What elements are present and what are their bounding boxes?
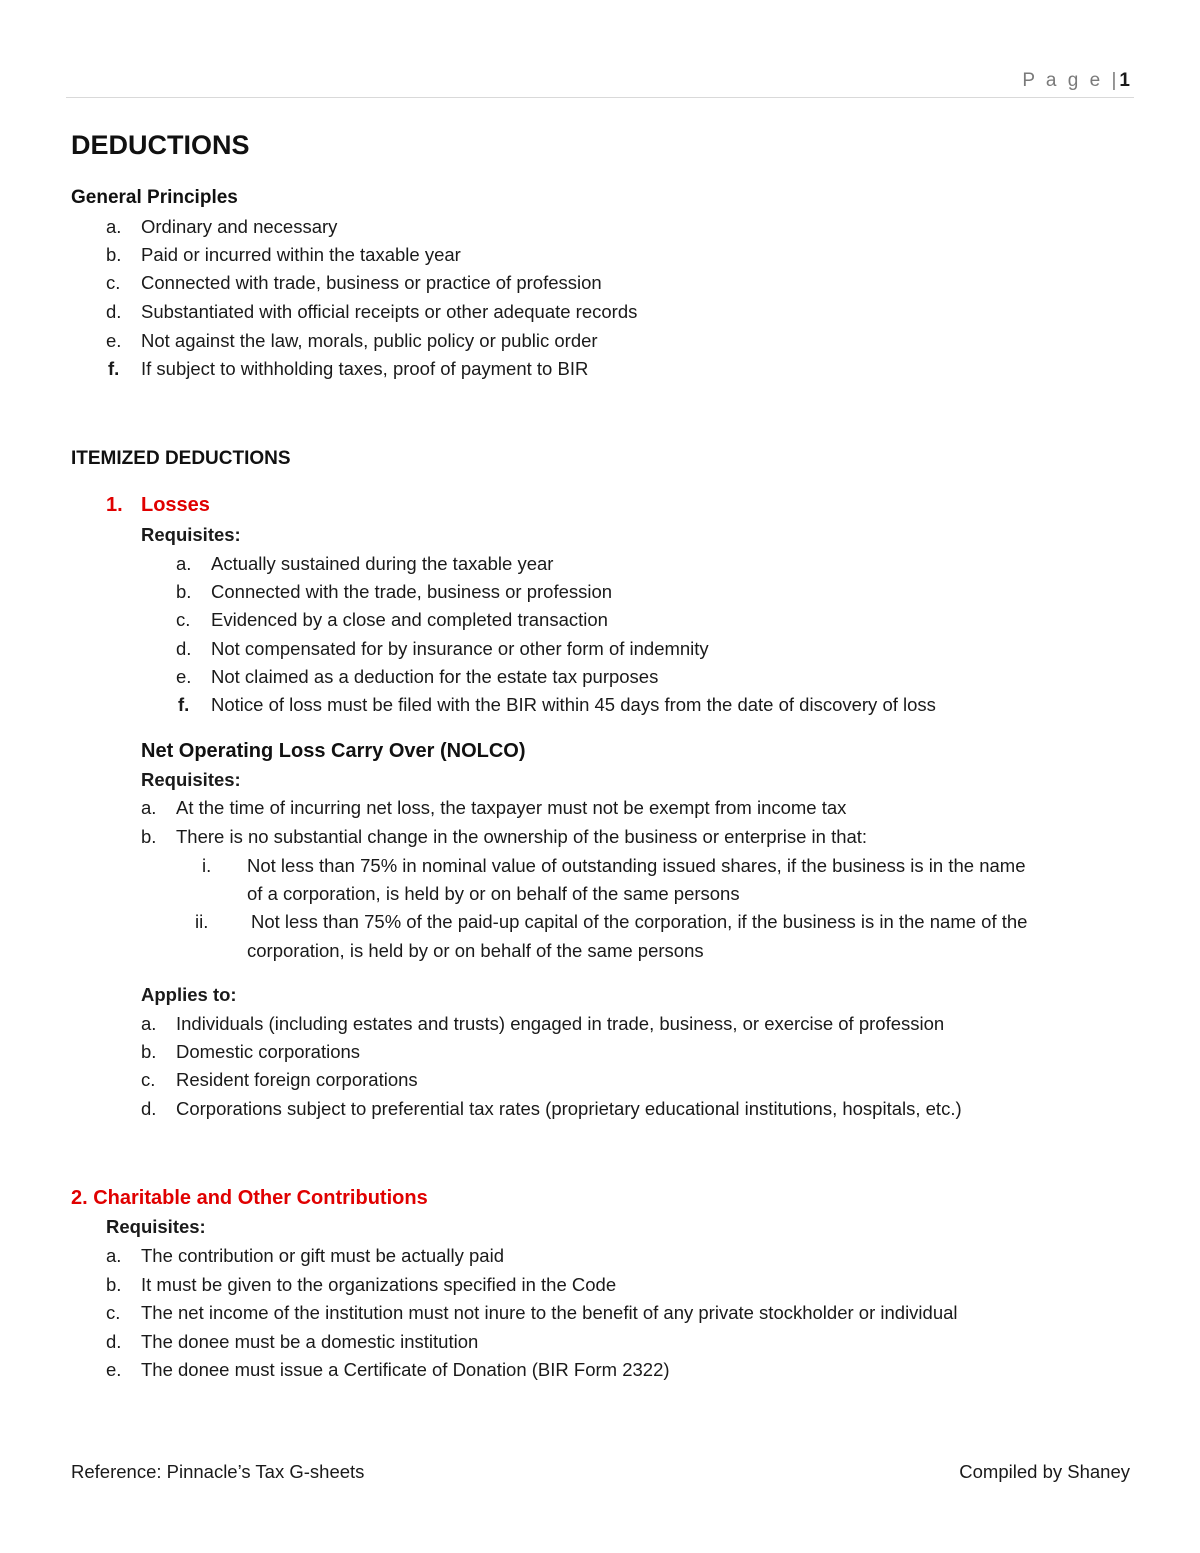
list-item: The donee must issue a Certificate of Donation (BIR Form 2322): [141, 1359, 670, 1380]
list-item: At the time of incurring net loss, the taxpayer must not be exempt from income tax: [176, 797, 847, 818]
list-item-marker: c.: [141, 1069, 156, 1090]
list-item-marker: c.: [106, 1302, 121, 1323]
nolco-heading: Net Operating Loss Carry Over (NOLCO): [141, 740, 526, 762]
list-item: Not claimed as a deduction for the estate tax purposes: [211, 666, 659, 687]
list-item-marker: d.: [106, 1331, 122, 1352]
sub-list-item-marker: i.: [202, 855, 212, 876]
list-item: The contribution or gift must be actually paid: [141, 1245, 504, 1266]
list-item-marker: b.: [141, 826, 157, 847]
list-item-marker: e.: [106, 1359, 122, 1380]
list-item: Domestic corporations: [176, 1041, 361, 1062]
list-item: Paid or incurred within the taxable year: [141, 244, 461, 265]
list-item-marker: a.: [141, 1013, 157, 1034]
page-number-header: [1022, 70, 1130, 92]
list-item-marker: b.: [106, 1274, 122, 1295]
losses-requisites-label: Requisites:: [141, 524, 241, 545]
list-item-marker: a.: [106, 1245, 122, 1266]
list-item-marker: b.: [106, 244, 122, 265]
footer-compiled-by: Compiled by Shaney: [959, 1461, 1130, 1482]
list-item: Ordinary and necessary: [141, 216, 338, 237]
list-item: Not compensated for by insurance or other form of indemnity: [211, 638, 709, 659]
charitable-requisites-label: Requisites:: [106, 1216, 206, 1237]
sub-list-item-continued: corporation, is held by or on behalf of the same persons: [247, 940, 704, 961]
footer-reference: Reference: Pinnacle’s Tax G-sheets: [71, 1461, 365, 1482]
page-label: P a g e |: [1022, 70, 1120, 91]
charitable-heading: 2. Charitable and Other Contributions: [71, 1187, 428, 1209]
list-item-marker: f.: [108, 358, 120, 379]
sub-list-item: Not less than 75% in nominal value of outstanding issued shares, if the business is in the name: [247, 855, 1026, 876]
list-item-marker: d.: [176, 638, 192, 659]
list-item-marker: c.: [106, 272, 121, 293]
list-item-marker: d.: [141, 1098, 157, 1119]
list-item-marker: c.: [176, 609, 191, 630]
losses-number: 1.: [106, 494, 123, 516]
list-item: If subject to withholding taxes, proof of payment to BIR: [141, 358, 589, 379]
list-item: Connected with the trade, business or profession: [211, 581, 613, 602]
list-item: Notice of loss must be filed with the BIR within 45 days from the date of discovery of loss: [211, 694, 936, 715]
list-item: Not against the law, morals, public policy or public order: [141, 330, 598, 351]
list-item-marker: a.: [106, 216, 122, 237]
list-item: Connected with trade, business or practice of profession: [141, 272, 602, 293]
list-item-marker: d.: [106, 301, 122, 322]
page-title: DEDUCTIONS: [71, 130, 250, 160]
general-principles-heading: General Principles: [71, 187, 238, 208]
list-item: Actually sustained during the taxable year: [211, 553, 554, 574]
list-item-marker: a.: [141, 797, 157, 818]
list-item-marker: f.: [178, 694, 190, 715]
losses-heading: Losses: [141, 494, 210, 516]
list-item: The net income of the institution must not inure to the benefit of any private stockholder or individual: [141, 1302, 958, 1323]
itemized-deductions-heading: ITEMIZED DEDUCTIONS: [71, 448, 291, 469]
header-divider: [66, 97, 1134, 98]
nolco-requisites-label: Requisites:: [141, 769, 241, 790]
list-item: Substantiated with official receipts or other adequate records: [141, 301, 638, 322]
list-item: There is no substantial change in the ownership of the business or enterprise in that:: [176, 826, 868, 847]
list-item: Individuals (including estates and trusts) engaged in trade, business, or exercise of profession: [176, 1013, 945, 1034]
sub-list-item-continued: of a corporation, is held by or on behalf of the same persons: [247, 883, 740, 904]
list-item-marker: b.: [176, 581, 192, 602]
list-item-marker: a.: [176, 553, 192, 574]
sub-list-item-marker: ii.: [195, 911, 209, 932]
list-item: Corporations subject to preferential tax rates (proprietary educational institutions, hospitals, etc.): [176, 1098, 962, 1119]
applies-to-label: Applies to:: [141, 984, 237, 1005]
sub-list-item: Not less than 75% of the paid-up capital of the corporation, if the business is in the name of the: [251, 911, 1028, 932]
page-number: 1: [1119, 70, 1130, 91]
list-item-marker: e.: [176, 666, 192, 687]
list-item: It must be given to the organizations specified in the Code: [141, 1274, 617, 1295]
list-item: The donee must be a domestic institution: [141, 1331, 479, 1352]
list-item-marker: e.: [106, 330, 122, 351]
list-item: Resident foreign corporations: [176, 1069, 418, 1090]
list-item-marker: b.: [141, 1041, 157, 1062]
list-item: Evidenced by a close and completed transaction: [211, 609, 608, 630]
